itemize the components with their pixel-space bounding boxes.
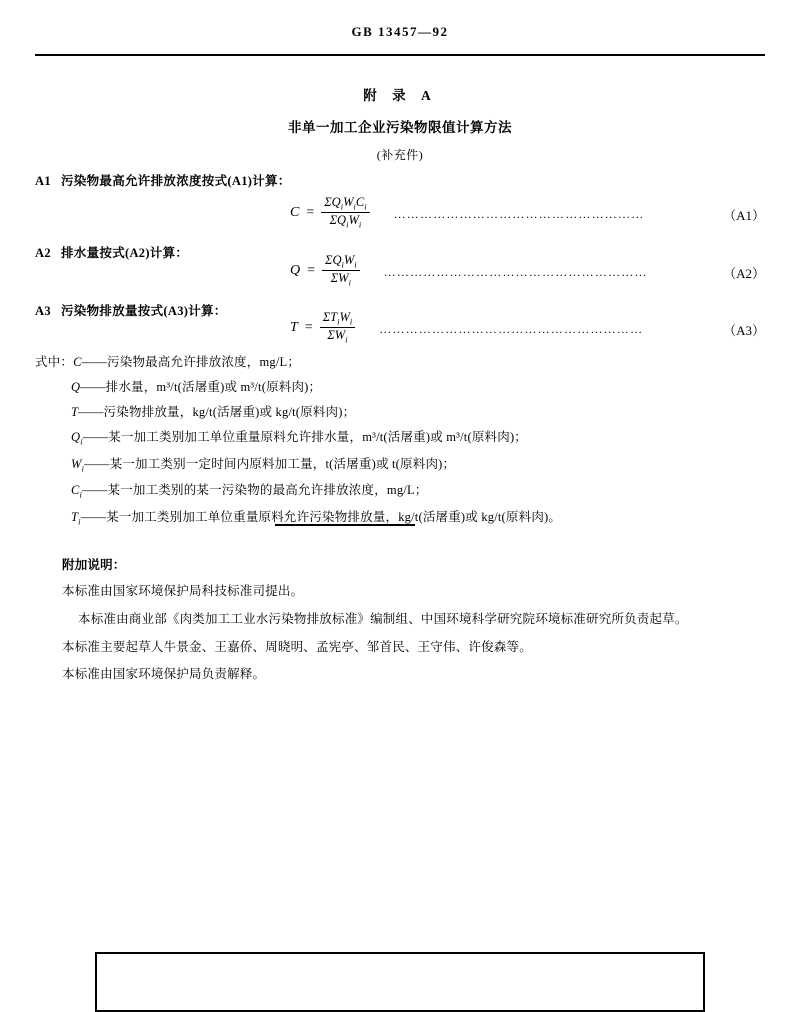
definition-symbol: T bbox=[71, 509, 79, 524]
definition-text: ——某一加工类别加工单位重量原料允许污染物排放量，kg/t(活屠重)或 kg/t(原料肉)。 bbox=[80, 509, 562, 524]
equation-a3-dot-leader: …………………………………………………… bbox=[379, 322, 644, 337]
equation-a2-dot-leader: …………………………………………………… bbox=[383, 265, 648, 280]
clause-text-a2: 排水量按式(A2)计算： bbox=[61, 246, 189, 260]
equation-a3-number: （A3） bbox=[723, 323, 765, 339]
definition-text: ——污染物最高允许排放浓度，mg/L； bbox=[81, 355, 301, 369]
definition-symbol: C bbox=[73, 355, 82, 369]
definition-item bbox=[35, 402, 775, 420]
definition-item bbox=[35, 427, 775, 447]
equation-a3-denominator: $\Sigma W_i$ bbox=[327, 328, 348, 345]
bottom-frame-box bbox=[95, 952, 705, 1012]
clause-number-a2: A2 bbox=[35, 246, 51, 260]
formula-row-a2 bbox=[35, 254, 765, 288]
definition-symbol: Q bbox=[71, 430, 81, 444]
equation-a2-equals: = bbox=[307, 262, 316, 278]
definition-symbol-subscript: i bbox=[80, 436, 83, 447]
definition-lead-in: 式中： bbox=[35, 355, 74, 369]
formula-row-a1 bbox=[35, 196, 765, 230]
definition-text: ——某一加工类别一定时间内原料加工量，t(活屠重)或 t(原料肉)； bbox=[84, 456, 456, 471]
equation-a1-fraction bbox=[321, 196, 369, 230]
symbol-definition-list bbox=[35, 352, 775, 533]
section-separator-rule bbox=[275, 524, 415, 526]
appendix-label: 附 录 A bbox=[363, 88, 437, 103]
equation-a3-equals: = bbox=[304, 319, 313, 335]
equation-a1-numerator: $\Sigma Q_iW_iC_i$ bbox=[324, 195, 367, 212]
appendix-subject-title: 非单一加工企业污染物限值计算方法 bbox=[288, 120, 512, 135]
definition-symbol-subscript: i bbox=[78, 516, 81, 526]
equation-a1-number: （A1） bbox=[723, 208, 765, 224]
header-divider-rule bbox=[35, 54, 765, 56]
page-header-standard-code: GB 13457—92 bbox=[351, 24, 449, 39]
definition-symbol: T bbox=[71, 405, 79, 419]
addendum-paragraph: 本标准由国家环境保护局科技标准司提出。 bbox=[62, 584, 304, 598]
definition-item bbox=[35, 377, 775, 395]
definition-text: ——某一加工类别加工单位重量原料允许排水量，m³/t(活屠重)或 m³/t(原料肉)； bbox=[82, 430, 528, 444]
definition-symbol-subscript: i bbox=[79, 489, 83, 500]
equation-a1 bbox=[290, 196, 370, 230]
addendum-title: 附加说明： bbox=[62, 558, 126, 572]
addendum-section bbox=[62, 555, 762, 693]
definition-text: ——某一加工类别的某一污染物的最高允许排放浓度，mg/L； bbox=[82, 483, 428, 497]
equation-a3 bbox=[290, 311, 355, 345]
appendix-note: (补充件) bbox=[376, 148, 424, 162]
equation-a1-lhs: C bbox=[290, 204, 300, 220]
definition-symbol: W bbox=[71, 456, 82, 471]
formula-row-a3 bbox=[35, 311, 765, 345]
definition-item bbox=[35, 480, 775, 500]
equation-a3-lhs: T bbox=[290, 319, 298, 335]
equation-a3-numerator: $\Sigma T_iW_i$ bbox=[322, 310, 353, 327]
equation-a3-fraction bbox=[320, 311, 356, 345]
definition-text: ——排水量，m³/t(活屠重)或 m³/t(原料肉)； bbox=[80, 380, 322, 394]
definition-symbol: C bbox=[71, 483, 80, 497]
definition-item bbox=[35, 352, 775, 370]
definition-text: ——污染物排放量，kg/t(活屠重)或 kg/t(原料肉)； bbox=[78, 405, 356, 419]
clause-heading-a1 bbox=[35, 171, 291, 189]
clause-text-a1: 污染物最高允许排放浓度按式(A1)计算： bbox=[61, 174, 291, 188]
equation-a2-lhs: Q bbox=[290, 262, 301, 278]
clause-number-a3: A3 bbox=[35, 304, 51, 318]
equation-a1-dot-leader: ………………………………………………… bbox=[393, 207, 645, 222]
appendix-title-block bbox=[0, 84, 800, 163]
definition-symbol-subscript: i bbox=[81, 463, 85, 473]
equation-a2-denominator: $\Sigma W_i$ bbox=[330, 271, 351, 288]
equation-a2 bbox=[290, 254, 360, 288]
clause-number-a1: A1 bbox=[35, 174, 51, 188]
equation-a2-numerator: $\Sigma Q_iW_i$ bbox=[325, 253, 357, 270]
equation-a1-equals: = bbox=[306, 204, 315, 220]
definition-symbol: Q bbox=[71, 380, 81, 394]
addendum-paragraph: 本标准主要起草人牛景金、王嘉侨、周晓明、孟宪亭、邹首民、王守伟、许俊森等。 bbox=[62, 639, 532, 654]
addendum-paragraph: 本标准由商业部《肉类加工工业水污染物排放标准》编制组、中国环境科学研究院环境标准研究所负责起草。 bbox=[78, 611, 688, 626]
definition-item bbox=[35, 454, 775, 474]
addendum-paragraph: 本标准由国家环境保护局负责解释。 bbox=[62, 667, 266, 682]
equation-a1-denominator: $\Sigma Q_iW_i$ bbox=[329, 213, 362, 230]
equation-a2-number: （A2） bbox=[723, 266, 765, 282]
equation-a2-fraction bbox=[322, 254, 360, 288]
clause-text-a3: 污染物排放量按式(A3)计算： bbox=[61, 304, 227, 318]
